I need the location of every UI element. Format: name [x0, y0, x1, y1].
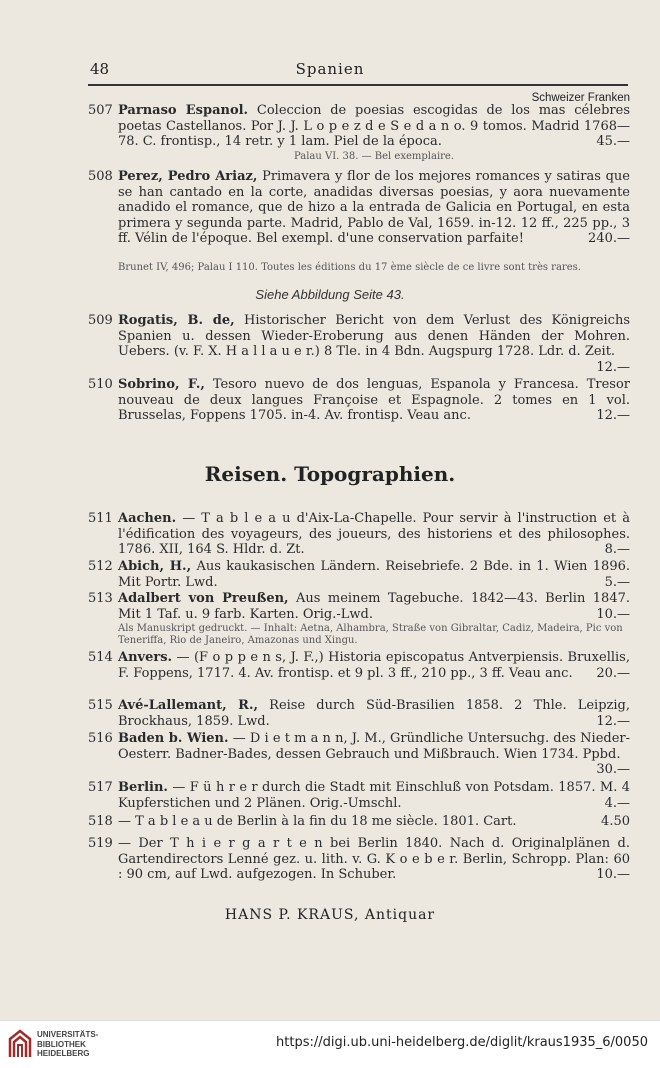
entry-price: 10.—: [596, 606, 630, 622]
entry-text: Reise durch Süd-Brasilien 1858. 2 Thle. Leipzig, Brockhaus, 1859. Lwd.: [118, 698, 630, 729]
entry-price: 10.—: [596, 867, 630, 883]
catalog-entry: [88, 313, 630, 375]
entry-number: 511: [88, 511, 113, 526]
catalog-entry: [88, 836, 630, 883]
entry-note: Brunet IV, 496; Palau I 110. Toutes les éditions du 17 ème siècle de ce livre sont très rares.: [118, 262, 581, 273]
catalog-entry: [88, 731, 630, 778]
catalog-entry: [88, 169, 630, 247]
entry-text: — D i e t m a n n, J. M., Gründliche Untersuchg. des Nieder-Oesterr. Badner-Bades, dessen Gebrauch und Mißbrauch. Wien 1734. Ppbd.: [118, 731, 631, 762]
entry-number: 517: [88, 780, 113, 795]
entry-author: Berlin.: [118, 780, 168, 795]
header-rule: [88, 84, 628, 86]
entry-author: Anvers.: [118, 650, 173, 665]
entry-price: 12.—: [596, 359, 630, 375]
catalog-entry: [88, 780, 630, 811]
entry-price: 240.—: [588, 231, 630, 247]
entry-author: Aachen.: [118, 511, 177, 526]
entry-number: 515: [88, 698, 113, 713]
entry-number: 518: [88, 814, 113, 829]
entry-author: Abich, H.,: [118, 559, 192, 574]
currency-label: Schweizer Franken: [531, 92, 630, 104]
running-title: Spanien: [295, 60, 365, 78]
catalog-entry: [88, 377, 630, 424]
entry-note: Als Manuskript gedruckt. — Inhalt: Aetna, Alhambra, Straße von Gibraltar, Cadiz, Madeira, Pic von Teneriffa, Rio de Janeiro, Amazonas und Xingu.: [118, 623, 623, 646]
entry-price: 20.—: [596, 665, 630, 681]
catalog-entry: [88, 591, 630, 622]
page-number: 48: [90, 60, 110, 78]
entry-text: — Der T h i e r g a r t e n bei Berlin 1840. Nach d. Originalplänen d. Gartendirectors Lenné gez. u. lith. v. G. K o e b e r. Berlin, Schropp. Plan: 60 : 90 cm, auf Lwd. aufgezogen. In Schuber.: [118, 836, 630, 883]
catalog-entry: [88, 698, 630, 729]
entry-text: — (F o p p e n s, J. F.,) Historia episcopatus Antverpiensis. Bruxellis, F. Foppens, 1717. 4. Av. frontisp. et 9 pl. 3 ff., 210 pp., 3 ff. Veau anc.: [118, 650, 630, 681]
catalog-entry: [88, 814, 630, 830]
entry-price: 45.—: [596, 134, 630, 150]
entry-price: 30.—: [596, 762, 630, 778]
viewer-footer-bar: [0, 1020, 660, 1068]
entry-price: 4.50: [601, 814, 630, 829]
entry-number: 510: [88, 377, 113, 392]
entry-text: — T a b l e a u de Berlin à la fin du 18 me siècle. 1801. Cart.: [118, 814, 517, 829]
entry-author: Avé-Lallemant, R.,: [118, 698, 259, 713]
catalog-entry: [88, 103, 630, 150]
catalog-entry: [88, 511, 630, 558]
entry-price: 4.—: [604, 795, 630, 811]
entry-text: Aus kaukasischen Ländern. Reisebriefe. 2 Bde. in 1. Wien 1896. Mit Portr. Lwd.: [118, 559, 630, 590]
entry-text: — T a b l e a u d'Aix-La-Chapelle. Pour servir à l'instruction et à l'édification des voyageurs, des joueurs, des historiens et des philosophes. 1786. XII, 164 S. Hldr. d. Zt.: [118, 511, 630, 558]
entry-text: Coleccion de poesias escogidas de los mas célebres poetas Castellanos. Por J. J. L o p e z d e S e d a n o. 9 tomos. Madrid 1768—78. C. frontisp., 14 retr. y 1 lam. Piel de la época.: [118, 103, 630, 150]
publisher-footer: HANS P. KRAUS, Antiquar: [224, 907, 436, 923]
entry-price: 8.—: [604, 542, 630, 558]
entry-price: 12.—: [596, 713, 630, 729]
entry-price: 5.—: [604, 574, 630, 590]
permalink-url[interactable]: https://digi.ub.uni-heidelberg.de/diglit/kraus1935_6/0050: [276, 1035, 648, 1050]
entry-text: Historischer Bericht von dem Verlust des Königreichs Spanien u. dessen Wieder-Eroberung aus denen Händen der Mohren. Uebers. (v. F. X. H a l l a u e r.) 8 Tle. in 4 Bdn. Augspurg 1728. Ldr. d. Zeit.: [118, 313, 630, 360]
entry-author: Perez, Pedro Ariaz,: [118, 169, 258, 184]
entry-number: 514: [88, 650, 113, 665]
entry-author: Baden b. Wien.: [118, 731, 229, 746]
entry-author: Parnaso Espanol.: [118, 103, 249, 118]
entry-author: Adalbert von Preußen,: [118, 591, 289, 606]
entry-price: 12.—: [596, 408, 630, 424]
entry-number: 512: [88, 559, 113, 574]
library-logo-icon[interactable]: [8, 1029, 32, 1059]
entry-author: Rogatis, B. de,: [118, 313, 235, 328]
catalog-entry: [88, 559, 630, 590]
entry-author: Sobrino, F.,: [118, 377, 205, 392]
entry-number: 508: [88, 169, 113, 184]
entry-number: 513: [88, 591, 113, 606]
entry-text: Aus meinem Tagebuche. 1842—43. Berlin 1847. Mit 1 Taf. u. 9 farb. Karten. Orig.-Lwd.: [118, 591, 630, 622]
entry-number: 509: [88, 313, 113, 328]
entry-number: 516: [88, 731, 113, 746]
entry-number: 519: [88, 836, 113, 851]
library-logo-text[interactable]: UNIVERSITÄTS- BIBLIOTHEK HEIDELBERG: [37, 1030, 99, 1058]
entry-text: — F ü h r e r durch die Stadt mit Einschluß von Potsdam. 1857. M. 4 Kupferstichen und 2 Plänen. Orig.-Umschl.: [118, 780, 630, 811]
entry-text: Tesoro nuevo de dos lenguas, Espanola y Francesa. Tresor nouveau de deux langues Françoise et Espagnole. 2 tomes en 1 vol. Brusselas, Foppens 1705. in-4. Av. frontisp. Veau anc.: [118, 377, 630, 424]
catalog-entry: [88, 650, 630, 681]
entry-number: 507: [88, 103, 113, 118]
illustration-reference: Siehe Abbildung Seite 43.: [255, 287, 405, 302]
entry-note: Palau VI. 38. — Bel exemplaire.: [293, 151, 455, 162]
section-heading: Reisen. Topographien.: [204, 462, 456, 486]
entry-text: Primavera y flor de los mejores romances y satiras que se han cantado en la corte, anadidas diversas poesias, y aora nuevamente anadido el romance, que de hizo a la entrada de Galicia en Portugal, en esta primera y segunda parte. Madrid, Pablo de Val, 1659. in-12. 12 ff., 225 pp., 3 ff. Vélin de l'époque. Bel exempl. d'une conservation parfaite!: [118, 169, 630, 247]
